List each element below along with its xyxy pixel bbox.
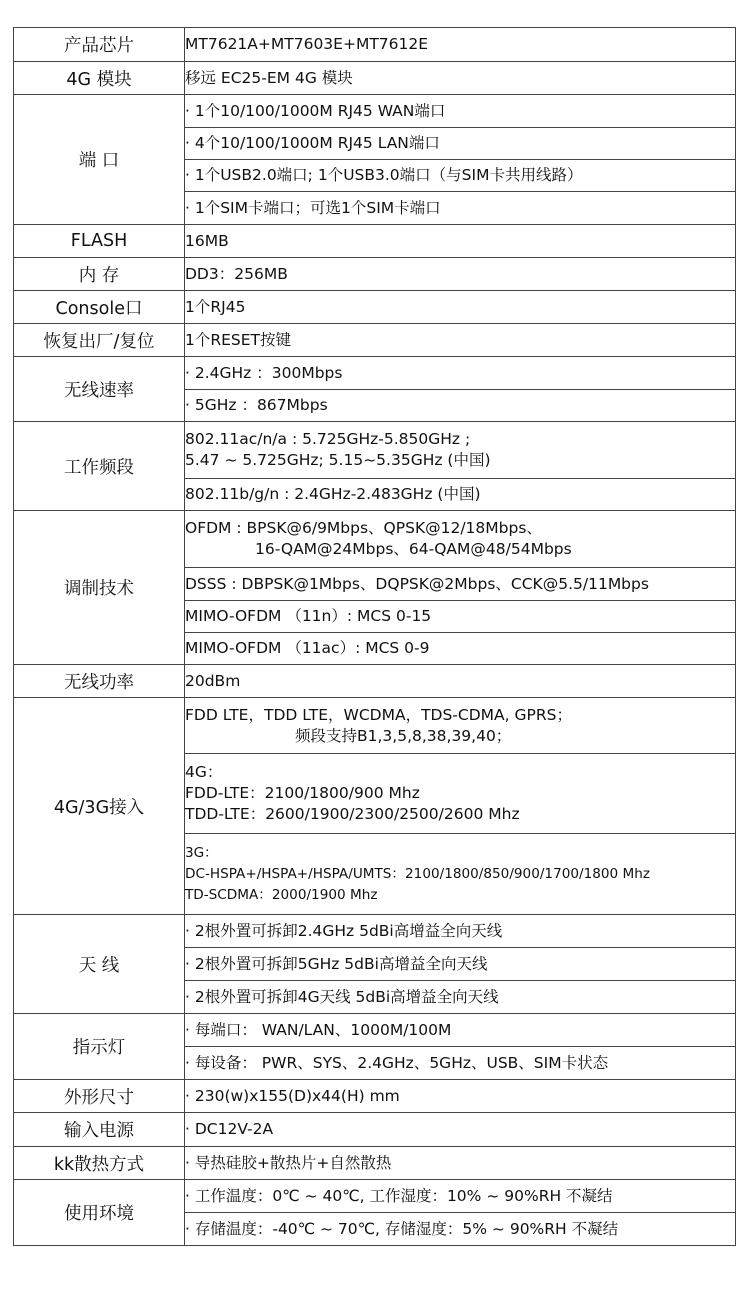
spec-label-cooling: kk散热方式 (14, 1147, 185, 1180)
table-row (14, 291, 736, 324)
spec-value-line: TDD-LTE：2600/1900/2300/2500/2600 Mhz (185, 805, 520, 823)
spec-table (13, 27, 736, 1246)
spec-label-flash: FLASH (14, 225, 185, 258)
table-row (14, 62, 736, 95)
spec-value-memory: DD3：256MB (185, 258, 736, 291)
spec-label-antenna: 天 线 (14, 915, 185, 1014)
spec-value-antenna-4g: · 2根外置可拆卸4G天线 5dBi高增益全向天线 (185, 981, 736, 1014)
spec-value-networks (185, 698, 736, 754)
spec-value-line: FDD-LTE：2100/1800/900 Mhz (185, 784, 420, 802)
spec-value-cooling: · 导热硅胶+散热片+自然散热 (185, 1147, 736, 1180)
spec-label-dimensions: 外形尺寸 (14, 1080, 185, 1113)
spec-label-frequency: 工作频段 (14, 422, 185, 511)
table-row (14, 1014, 736, 1047)
spec-value-rate-5g: · 5GHz ：867Mbps (185, 390, 736, 422)
table-row (14, 1113, 736, 1147)
table-row (14, 258, 736, 291)
spec-value-flash: 16MB (185, 225, 736, 258)
table-row (14, 1147, 736, 1180)
spec-value-mimo-11ac: MIMO-OFDM （11ac）: MCS 0-9 (185, 633, 736, 665)
spec-value-line: DC-HSPA+/HSPA+/HSPA/UMTS：2100/1800/850/900/1700/1800 Mhz (185, 865, 650, 882)
spec-value-ofdm (185, 511, 736, 568)
table-row (14, 95, 736, 128)
spec-value-dsss: DSSS : DBPSK@1Mbps、DQPSK@2Mbps、CCK@5.5/11Mbps (185, 568, 736, 601)
spec-value-indicator-device: · 每设备： PWR、SYS、2.4GHz、5GHz、USB、SIM卡状态 (185, 1047, 736, 1080)
spec-value-power: 20dBm (185, 665, 736, 698)
spec-value-usb-port: · 1个USB2.0端口; 1个USB3.0端口（与SIM卡共用线路） (185, 160, 736, 192)
spec-value-line: 3G： (185, 844, 218, 861)
spec-label-power: 无线功率 (14, 665, 185, 698)
spec-value-4g-bands (185, 754, 736, 834)
spec-label-reset: 恢复出厂/复位 (14, 324, 185, 357)
table-row (14, 1080, 736, 1113)
spec-label-power-input: 输入电源 (14, 1113, 185, 1147)
table-row (14, 225, 736, 258)
table-row (14, 698, 736, 754)
spec-value-reset: 1个RESET按键 (185, 324, 736, 357)
spec-value-power-input: · DC12V-2A (185, 1113, 736, 1147)
spec-value-rate-24g: · 2.4GHz ：300Mbps (185, 357, 736, 390)
spec-value-antenna-5g: · 2根外置可拆卸5GHz 5dBi高增益全向天线 (185, 948, 736, 981)
spec-value-console: 1个RJ45 (185, 291, 736, 324)
spec-value-lan-port: · 4个10/100/1000M RJ45 LAN端口 (185, 128, 736, 160)
spec-label-memory: 内 存 (14, 258, 185, 291)
spec-label-4g-module: 4G 模块 (14, 62, 185, 95)
table-row (14, 422, 736, 479)
spec-value-freq-5g (185, 422, 736, 479)
table-row (14, 324, 736, 357)
table-row (14, 511, 736, 568)
spec-value-line: 16-QAM@24Mbps、64-QAM@48/54Mbps (255, 540, 572, 558)
spec-value-dimensions: · 230(w)x155(D)x44(H) mm (185, 1080, 736, 1113)
spec-label-wireless-rate: 无线速率 (14, 357, 185, 422)
spec-value-line: TD-SCDMA：2000/1900 Mhz (185, 886, 378, 903)
table-row (14, 665, 736, 698)
spec-label-modulation: 调制技术 (14, 511, 185, 665)
spec-value-operating-env: · 工作温度：0℃ ~ 40℃, 工作湿度：10% ~ 90%RH 不凝结 (185, 1180, 736, 1213)
spec-value-antenna-24g: · 2根外置可拆卸2.4GHz 5dBi高增益全向天线 (185, 915, 736, 948)
spec-label-chip: 产品芯片 (14, 28, 185, 62)
table-row (14, 915, 736, 948)
spec-value-wan-port: · 1个10/100/1000M RJ45 WAN端口 (185, 95, 736, 128)
spec-value-indicator-port: · 每端口： WAN/LAN、1000M/100M (185, 1014, 736, 1047)
spec-label-4g3g: 4G/3G接入 (14, 698, 185, 915)
spec-value-mimo-11n: MIMO-OFDM （11n）: MCS 0-15 (185, 601, 736, 633)
spec-value-chip: MT7621A+MT7603E+MT7612E (185, 28, 736, 62)
spec-value-line: OFDM : BPSK@6/9Mbps、QPSK@12/18Mbps、 (185, 519, 542, 537)
spec-label-environment: 使用环境 (14, 1180, 185, 1246)
spec-value-line: FDD LTE，TDD LTE，WCDMA，TDS-CDMA, GPRS； (185, 705, 572, 724)
table-row (14, 1180, 736, 1213)
spec-value-line: 4G： (185, 763, 223, 781)
spec-value-sim-port: · 1个SIM卡端口；可选1个SIM卡端口 (185, 192, 736, 225)
spec-value-storage-env: · 存储温度：-40℃ ~ 70℃, 存储湿度：5% ~ 90%RH 不凝结 (185, 1213, 736, 1246)
spec-label-console: Console口 (14, 291, 185, 324)
table-row (14, 28, 736, 62)
spec-value-line: 频段支持B1,3,5,8,38,39,40； (295, 726, 512, 745)
spec-label-ports: 端 口 (14, 95, 185, 225)
table-row (14, 357, 736, 390)
spec-value-line: 802.11ac/n/a : 5.725GHz-5.850GHz ; (185, 430, 471, 448)
spec-value-line: 5.47 ~ 5.725GHz; 5.15~5.35GHz (中国) (185, 451, 491, 469)
spec-value-3g-bands (185, 834, 736, 915)
spec-label-indicator: 指示灯 (14, 1014, 185, 1080)
spec-value-freq-24g: 802.11b/g/n : 2.4GHz-2.483GHz (中国) (185, 479, 736, 511)
spec-value-4g-module: 移远 EC25-EM 4G 模块 (185, 62, 736, 95)
